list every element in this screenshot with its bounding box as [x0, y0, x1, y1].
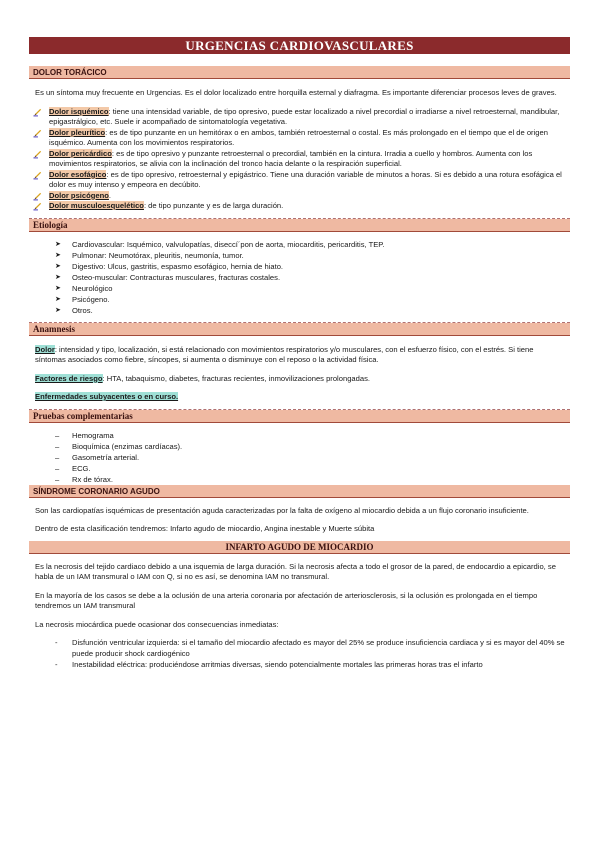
list-item [55, 283, 570, 294]
list-item [29, 128, 570, 149]
arrow-bullet-icon: ➤ [55, 262, 61, 270]
arrow-bullet-icon: ➤ [55, 273, 61, 281]
arrow-bullet-icon: ➤ [55, 295, 61, 303]
section-heading-dolor-toracico: DOLOR TORÁCICO [29, 66, 570, 79]
term-description: . [108, 190, 112, 200]
term-description: : tiene una intensidad variable, de tipo opresivo, puede estar localizado a nivel precordial o irradiarse a nivel retroesternal, mandibular, epigastrálgico, etc. Suele ir acompañado de sintomatología vegetativa. [49, 106, 560, 126]
arrow-bullet-icon: ➤ [55, 284, 61, 292]
dash-bullet-icon: - [55, 638, 58, 647]
term-dolor: Dolor [35, 344, 55, 354]
list-item [55, 272, 570, 283]
arrow-bullet-icon: ➤ [55, 251, 61, 259]
pencil-bullet-icon [33, 202, 42, 211]
list-item-text: Psicógeno. [72, 294, 110, 304]
pain-types-list [29, 107, 570, 212]
list-item [29, 201, 570, 212]
paragraph-intro: Es un síntoma muy frecuente en Urgencias. Es el dolor localizado entre horquilla esternal y diafragma. Es importante diferenciar procesos leves de graves. [35, 88, 557, 97]
term-dolor-musculoesqueletico: Dolor musculoesquelético [49, 201, 144, 210]
list-item-text: Digestivo: Ulcus, gastritis, espasmo esofágico, hernia de hiato. [72, 261, 284, 271]
term-description: : es de tipo opresivo, retroesternal y epigástrico. Tiene una duración variable de minutos a horas. Si es debido a una rotura esofágica el dolor es muy intenso y empeora en decúbito. [49, 169, 562, 189]
list-item [29, 107, 570, 128]
section-heading-anamnesis: Anamnesis [29, 323, 570, 336]
list-item-text: Disfunción ventricular izquierda: si el tamaño del miocardio afectado es mayor del 25% se produce insuficiencia cardiaca y si es mayor del 40% se puede producir shock cardiogénico [72, 638, 565, 658]
paragraph-infarto-definicion: Es la necrosis del tejido cardiaco debido a una isquemia de larga duración. Si la necrosis afecta a todo el grosor de la pared, de endocardio a epicardio, se habla de un IAM transmural o IAM con Q, si no es así, se denomina IAM no transmural. [35, 561, 556, 581]
term-factores-de-riesgo: Factores de riesgo [35, 373, 103, 383]
list-item [55, 250, 570, 261]
pruebas-list [29, 430, 570, 485]
pencil-bullet-icon [33, 150, 42, 159]
term-description: : es de tipo opresivo y punzante retroesternal o precordial, también en la cintura. Irradia a cuello y hombros. Aumenta con los movimientos respiratorios, se alivia con la inclinación del tronco hacia delante o la respiración superficial. [49, 148, 533, 168]
list-item-text: Inestabilidad eléctrica: produciéndose arritmias diversas, siendo potencialmente mortales las primeras horas tras el infarto [72, 660, 483, 669]
pencil-bullet-icon [33, 171, 42, 180]
term-enfermedades-subyacentes: Enfermedades subyacentes o en curso. [35, 392, 179, 401]
list-item [55, 452, 570, 463]
list-item [29, 149, 570, 170]
pencil-bullet-icon [33, 129, 42, 138]
list-item [55, 463, 570, 474]
dash-bullet-icon: – [55, 452, 60, 462]
paragraph-enfermedades [29, 392, 570, 403]
paragraph-sindrome-definicion: Son las cardiopatías isquémicas de presentación aguda caracterizadas por la falta de oxígeno al miocardio debida a un flujo coronario insuficiente. [35, 505, 529, 515]
term-dolor-psicogeno: Dolor psicógeno [49, 190, 109, 200]
section-heading-sindrome-coronario: SÍNDROME CORONARIO AGUDO [29, 485, 570, 498]
list-item-text: Rx de tórax. [72, 474, 113, 484]
term-dolor-esofagico: Dolor esofágico [49, 169, 107, 179]
list-item-text: Neurológico [72, 283, 113, 293]
term-description: : de tipo punzante y es de larga duración. [143, 201, 284, 210]
etiologia-list [29, 239, 570, 316]
list-item-text: Pulmonar: Neumotórax, pleuritis, neumonía, tumor. [72, 250, 244, 260]
paragraph-infarto-consecuencias: La necrosis miocárdica puede ocasionar dos consecuencias inmediatas: [35, 619, 279, 629]
section-heading-infarto: INFARTO AGUDO DE MIOCARDIO [29, 541, 570, 554]
paragraph-factores-riesgo [29, 374, 570, 385]
list-item [55, 637, 570, 659]
list-item [55, 441, 570, 452]
list-item [29, 170, 570, 191]
term-dolor-pericardico: Dolor pericárdico [49, 148, 112, 158]
document-title: URGENCIAS CARDIOVASCULARES [29, 37, 570, 54]
consecuencias-list [29, 637, 570, 670]
list-item-text: Gasometría arterial. [72, 452, 140, 462]
list-item-text: Hemograma [72, 430, 114, 440]
list-item-text: Otros. [72, 305, 93, 315]
paragraph-sindrome-clasificacion: Dentro de esta clasificación tendremos: Infarto agudo de miocardio, Angina inestable y Muerte súbita [35, 524, 375, 533]
list-item-text: Bioquímica (enzimas cardíacas). [72, 441, 183, 451]
term-description: : HTA, tabaquismo, diabetes, fracturas recientes, inmovilizaciones prolongadas. [102, 373, 370, 383]
dash-bullet-icon: – [55, 430, 60, 440]
list-item [55, 474, 570, 485]
arrow-bullet-icon: ➤ [55, 240, 61, 248]
dash-bullet-icon: – [55, 474, 60, 484]
document-page [29, 37, 570, 670]
list-item [55, 430, 570, 441]
term-dolor-pleuritico: Dolor pleurítico [49, 127, 106, 137]
list-item-text: ECG. [72, 463, 91, 473]
term-description: : intensidad y tipo, localización, si está relacionado con movimientos respiratorios y/o musculares, con el esfuerzo físico, con el estrés. Si tiene síntomas asociados como fiebre, síncopes, si aumenta o disminuye con el reposo o la actividad física. [35, 344, 534, 364]
pencil-bullet-icon [33, 108, 42, 117]
term-dolor-isquemico: Dolor isquémico [49, 106, 109, 116]
list-item [55, 239, 570, 250]
list-item [55, 659, 570, 670]
dash-bullet-icon: – [55, 441, 60, 451]
list-item [55, 261, 570, 272]
list-item [55, 294, 570, 305]
paragraph-dolor [29, 345, 570, 366]
dash-bullet-icon: - [55, 660, 58, 669]
list-item [55, 305, 570, 316]
dash-bullet-icon: – [55, 463, 60, 473]
arrow-bullet-icon: ➤ [55, 306, 61, 314]
list-item-text: Osteo-muscular: Contracturas musculares, fracturas costales. [72, 272, 281, 282]
paragraph-infarto-causa: En la mayoría de los casos se debe a la oclusión de una arteria coronaria por afectación de arteriosclerosis, si la oclusión es prolongada en el tiempo tendremos un IAM transmural [35, 590, 538, 610]
list-item [29, 191, 570, 202]
term-description: : es de tipo punzante en un hemitórax o en ambos, también retroesternal o costal. Es más prolongado en el tiempo que el de origen isquémico. Aumenta con los movimientos respiratorios. [49, 127, 548, 147]
section-heading-etiologia: Etiología [29, 219, 570, 232]
section-heading-pruebas: Pruebas complementarias [29, 410, 570, 423]
pencil-bullet-icon [33, 192, 42, 201]
list-item-text: Cardiovascular: Isquémico, valvulopatías, diseccí´pon de aorta, miocarditis, pericarditis, TEP. [72, 239, 385, 249]
